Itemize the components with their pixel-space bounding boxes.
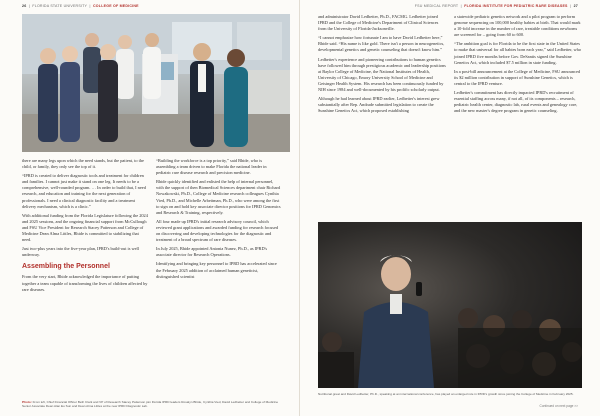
paragraph: In July 2025, Bhide appointed Antonia Nunez, Ph.D., as IPRD's associate director for Research Operations.	[156, 246, 268, 258]
right-col-1	[318, 14, 446, 117]
right-page	[300, 0, 600, 416]
continued-link[interactable]: Continued on next page >>	[539, 404, 578, 408]
publication-name: FSU MEDICAL REPORT	[414, 4, 459, 8]
paragraph: With additional funding from the Florida Legislature following the 2024 and 2025 sessions, and the ongoing financial support from McCullough and FSU Vice President for Research Stacey Patterson and College of Medicine Dean Alma Littles, Bhide is committed to stabilizing that need.	[22, 212, 148, 243]
paragraph: “I cannot emphasize how fortunate I am to have David Ledbetter here,” Bhide said. “His name is like gold. There isn't a person in neurogenetics, developmental genetics and genetic counseling that doesn't know him.”	[318, 35, 445, 53]
right-folio: FSU MEDICAL REPORT | FLORIDA INSTITUTE FOR PEDIATRIC RARE DISEASES | 27	[414, 4, 578, 8]
paragraph: Ledbetter's experience and pioneering contributions to human genetics have followed him through prestigious academic and leadership positions at Baylor College of Medicine, the National Institutes of Health, University of Chicago, Emory University School of Medicine and Geisinger Health System. His research has been continuously funded by NIH since 1984 and well-documented by his prolific scholarly output.	[318, 56, 446, 93]
photo-caption-left	[22, 400, 284, 408]
right-col-2	[454, 14, 582, 117]
paragraph: “IPRD is created to deliver diagnostic tools and treatment for children and families. I cannot just make it stand on one leg. It needs to be a comprehensive, well-rounded program. … In order to build that, I need research, and education and training for the next generation of professionals. I need a clinical diagnostic facility and a treatment delivery mechanism, which is a clinic.”	[22, 173, 146, 209]
section-heading: Assembling the Personnel	[22, 263, 110, 271]
paragraph: From the very start, Bhide acknowledged the importance of putting together a team capable of transforming the lives of children affected by rare diseases.	[22, 274, 148, 292]
paragraph: All four made up IPRD's initial research advisory council, which reviewed grant applications and awarded funding for research focused on discovering and developing technologies for the diagnostic and treatment of a broad spectrum of rare diseases.	[156, 218, 279, 243]
caption-text: Nutritional great and David Ledbetter, Ph.D., speaking at an international conference, has played an enlarged role in IPRD's growth since joining the College of Medicine in February 2025.	[318, 392, 574, 396]
paragraph: Just two-plus years into the five-year plan, IPRD's build-out is well underway.	[22, 246, 139, 258]
paragraph: and administrator David Ledbetter, Ph.D., FACMG. Ledbetter joined IPRD and the College of Medicine's Department of Clinical Sciences from the University of Florida-Jacksonville.	[318, 14, 439, 32]
paragraph: “The ambition goal is for Florida to be the first state in the United States to make that universal for all babies born each year,” said Ledbetter, who joined IPRD five months before Gov. DeSantis signed the Sunshine Genetics Act, which included $7.5 million in state funding.	[454, 41, 582, 65]
paragraph: “Building the workforce is a top priority,” said Bhide, who is assembling a team driven to make Florida the national leader in pediatric rare disease research and precision medicine.	[156, 158, 267, 176]
left-folio: 26 | FLORIDA STATE UNIVERSITY | COLLEGE OF MEDICINE	[22, 4, 139, 8]
paragraph: Identifying and bringing key personnel to IPRD has accelerated since the February 2025 addition of acclaimed human geneticist, distinguished scientist	[156, 261, 277, 279]
team-photo	[22, 14, 290, 152]
paragraph: Ledbetter's commitment has directly impacted IPRD's recruitment of essential staffing across many, if not all, of its components – research, pediatric health center, diagnostic lab, rural events and genealogy core, and the new master's degree program in genetic counseling.	[454, 90, 578, 114]
paragraph: there are many legs upon which the need stands, but the patient, to the child, or family, they only see the top of it.	[22, 158, 144, 170]
section-name: COLLEGE OF MEDICINE	[93, 4, 139, 8]
caption-label: Photo:	[22, 400, 32, 404]
team-photo-art	[22, 14, 290, 152]
conference-photo	[318, 222, 582, 388]
paragraph: In a post-bill announcement at the College of Medicine, FSU announced its $2 million contribution in support of Sunshine Genetics, which is central to the IPRD venture.	[454, 68, 581, 86]
paragraph: a statewide pediatric genetics network and a pilot program to perform genome sequencing on 100,000 healthy babies at birth. That would mark a 10-fold increase in the number of rare, treatable conditions newborns are screened for – going from 60 to 600.	[454, 14, 581, 38]
photo-caption-right	[318, 392, 582, 396]
paragraph: Although he had learned about IPRD earlier, Ledbetter's interest grew substantially after Rep. Andrade submitted legislation to create the Sunshine Genetics Act, which proposed establishing	[318, 96, 440, 114]
left-col-1	[22, 158, 148, 296]
caption-text: From left, Chief Financial Officer Beth Clark and VP of Research Stacey Patterson join Florida IPRD leaders Rosalyn Bhide, Cynthia Vied, David Ledbetter and College of Medicine Senior Associate Dean Alan Eo Sun and Dean Alma Littles at the new IPRD Diagnostic Lab.	[22, 400, 279, 409]
conference-photo-art	[318, 222, 582, 388]
paragraph: Bhide quickly identified and enlisted the help of internal personnel, with the support of then Biomedical Sciences department chair Richard Nowakowski, Ph.D., College of Medicine research colleagues Cynthia Vied, Ph.D., and Michelle Arbeitman, Ph.D., who were among the first to sign on and hold key associate director positions for IPRD Genomics and Research & Training, respectively.	[156, 179, 281, 215]
page-number-left: 26	[22, 4, 27, 8]
publication-name: FLORIDA STATE UNIVERSITY	[32, 4, 88, 8]
section-name: FLORIDA INSTITUTE FOR PEDIATRIC RARE DISEASES	[464, 4, 568, 8]
page-number-right: 27	[573, 4, 578, 8]
left-col-2	[156, 158, 282, 283]
